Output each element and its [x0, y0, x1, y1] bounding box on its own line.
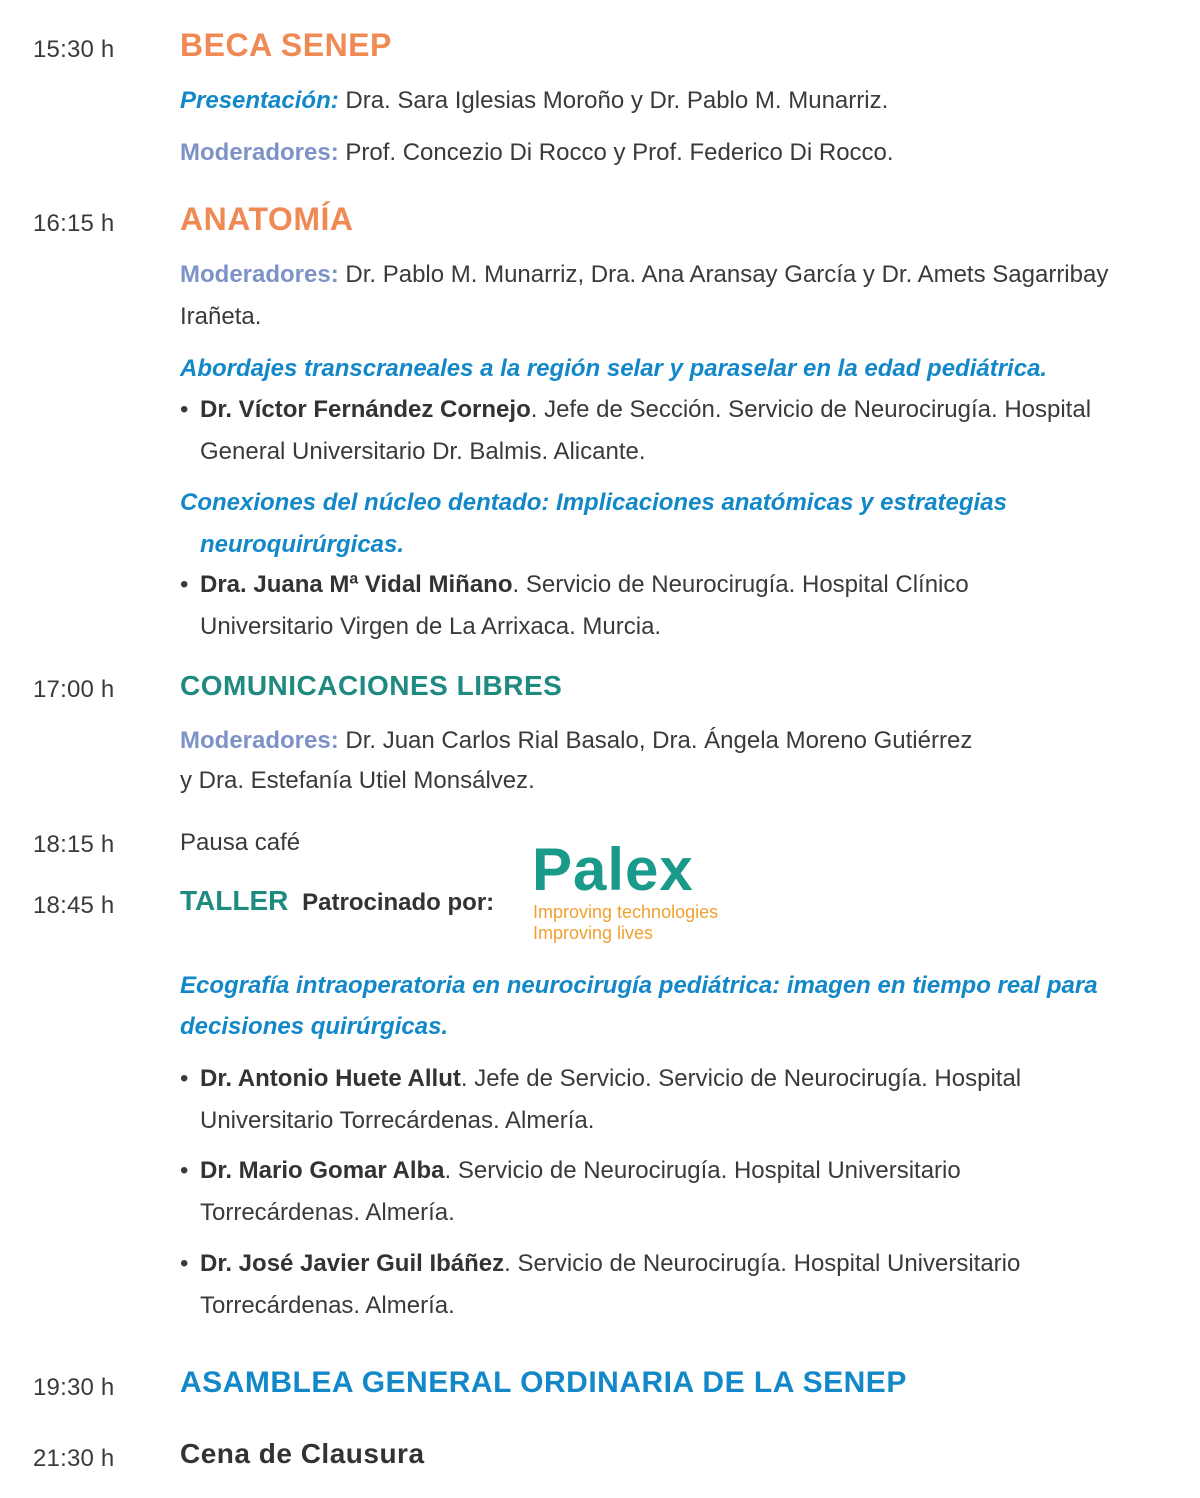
time-asamblea: 19:30 h — [33, 1374, 115, 1401]
section-title-comunicaciones: COMUNICACIONES LIBRES — [180, 670, 563, 701]
speaker-name: Dra. Juana Mª Vidal Miñano — [200, 571, 513, 598]
anatomia-moderadores-cont: Irañeta. — [180, 303, 262, 330]
list-item — [180, 1243, 1140, 1327]
speaker-name: Dr. Antonio Huete Allut — [200, 1065, 461, 1092]
list-item — [180, 389, 1140, 473]
speaker-name: Dr. Mario Gomar Alba — [200, 1157, 445, 1184]
bullet-icon: • — [180, 1065, 189, 1092]
time-comunicaciones: 17:00 h — [33, 676, 115, 703]
bullet-icon: • — [180, 1250, 189, 1277]
section-title-asamblea: ASAMBLEA GENERAL ORDINARIA DE LA SENEP — [180, 1366, 907, 1399]
talk-topic-cont: neuroquirúrgicas. — [200, 531, 405, 558]
logo-name: Palex — [532, 842, 694, 903]
time-cena: 21:30 h — [33, 1445, 115, 1472]
moderadores-text: Prof. Concezio Di Rocco y Prof. Federico Di Rocco. — [338, 139, 894, 166]
logo-tagline-2: Improving lives — [533, 923, 654, 943]
time-taller: 18:45 h — [33, 892, 115, 919]
speaker-detail-cont: Torrecárdenas. Almería. — [200, 1292, 455, 1319]
bullet-icon: • — [180, 1157, 189, 1184]
taller-topic-cont: decisiones quirúrgicas. — [180, 1013, 449, 1040]
speaker-detail: . Jefe de Sección. Servicio de Neurocirugía. Hospital — [530, 396, 1092, 423]
speaker-detail-cont: General Universitario Dr. Balmis. Alicante. — [200, 438, 646, 465]
beca-moderadores — [180, 132, 894, 174]
list-item — [180, 1058, 1140, 1142]
moderadores-label: Moderadores: — [180, 727, 339, 754]
logo-tagline: Improving technologies — [533, 902, 719, 922]
section-title-taller: TALLER — [180, 885, 289, 916]
bullet-icon: • — [180, 571, 189, 598]
presentacion-label: Presentación: — [180, 87, 339, 114]
moderadores-label: Moderadores: — [180, 139, 339, 166]
anatomia-moderadores — [180, 254, 1108, 296]
section-title-beca: BECA SENEP — [180, 27, 392, 63]
speaker-detail: . Jefe de Servicio. Servicio de Neurocirugía. Hospital — [460, 1065, 1022, 1092]
speaker-name: Dr. Víctor Fernández Cornejo — [200, 396, 531, 423]
list-item — [180, 1150, 1140, 1234]
list-item — [180, 564, 1140, 648]
section-title-anatomia: ANATOMÍA — [180, 201, 354, 237]
pausa-text: Pausa café — [180, 829, 301, 856]
time-anatomia: 16:15 h — [33, 210, 115, 237]
section-title-cena: Cena de Clausura — [180, 1438, 425, 1469]
talk-topic: Conexiones del núcleo dentado: Implicaciones anatómicas y estrategias — [180, 489, 1007, 516]
presentacion-text: Dra. Sara Iglesias Moroño y Dr. Pablo M. Munarriz. — [338, 87, 889, 114]
moderadores-text: Dr. Pablo M. Munarriz, Dra. Ana Aransay García y Dr. Amets Sagarribay — [338, 261, 1109, 288]
beca-presentacion — [180, 80, 888, 122]
palex-logo — [532, 842, 748, 946]
speaker-detail-cont: Universitario Torrecárdenas. Almería. — [200, 1107, 595, 1134]
time-pausa: 18:15 h — [33, 831, 115, 858]
speaker-detail: . Servicio de Neurocirugía. Hospital Clínico — [512, 571, 969, 598]
time-beca: 15:30 h — [33, 36, 115, 63]
taller-topic: Ecografía intraoperatoria en neurocirugía pediátrica: imagen en tiempo real para — [180, 972, 1098, 999]
moderadores-label: Moderadores: — [180, 261, 339, 288]
talk-topic: Abordajes transcraneales a la región selar y paraselar en la edad pediátrica. — [180, 355, 1048, 382]
speaker-detail-cont: Universitario Virgen de La Arrixaca. Murcia. — [200, 613, 662, 640]
taller-heading — [180, 885, 494, 917]
speaker-detail: . Servicio de Neurocirugía. Hospital Universitario — [504, 1250, 1021, 1277]
speaker-name: Dr. José Javier Guil Ibáñez — [200, 1250, 505, 1277]
comunicaciones-moderadores-cont: y Dra. Estefanía Utiel Monsálvez. — [180, 767, 535, 794]
sponsor-label: Patrocinado por: — [302, 889, 495, 916]
comunicaciones-moderadores — [180, 720, 972, 762]
moderadores-text: Dr. Juan Carlos Rial Basalo, Dra. Ángela Moreno Gutiérrez — [338, 727, 973, 754]
speaker-detail: . Servicio de Neurocirugía. Hospital Universitario — [444, 1157, 961, 1184]
speaker-detail-cont: Torrecárdenas. Almería. — [200, 1199, 455, 1226]
bullet-icon: • — [180, 396, 189, 423]
